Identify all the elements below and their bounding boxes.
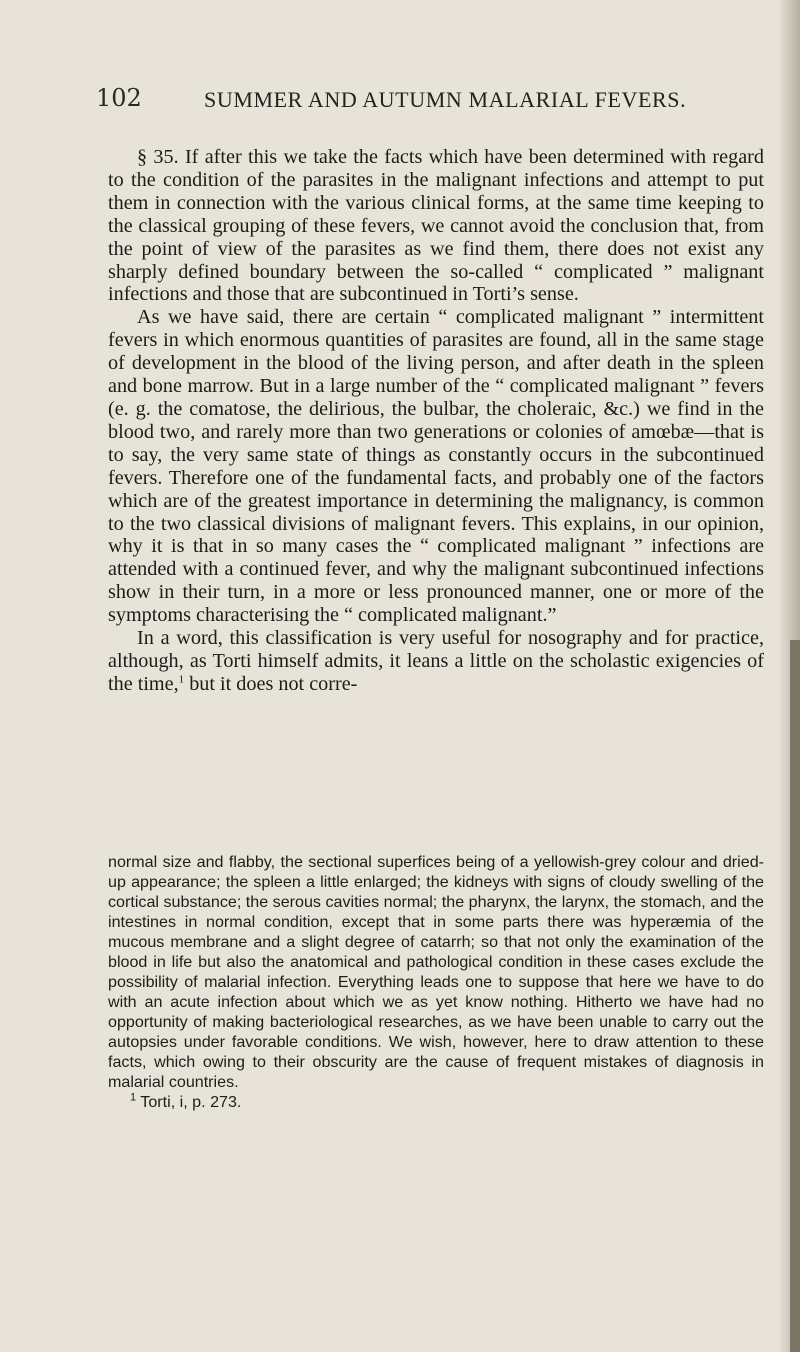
- running-title: SUMMER AND AUTUMN MALARIAL FEVERS.: [204, 87, 687, 112]
- page-number: 102: [96, 84, 142, 112]
- footnotes: [108, 852, 764, 1112]
- footnote-1-mark: 1: [130, 1091, 137, 1104]
- main-text: [108, 146, 764, 696]
- footnote-1: [108, 1092, 764, 1112]
- footnote-1-text: Torti, i, p. 273.: [136, 1093, 242, 1111]
- paragraph-complicated-malignant: As we have said, there are certain “ complicated malignant ” intermittent fevers in which enormous quantities of parasites are found, all in the same stage of development in the blood of the living person, and after death in the spleen and bone marrow. But in a large number of the “ complicated malignant ” fevers (e. g. the comatose, the delirious, the bulbar, the choleraic, &c.) we find in the blood two, and rarely more than two generations or colonies of amœbæ—that is to say, the very same state of things as constantly occurs in the subcontinued fevers. Therefore one of the fundamental facts, and probably one of the factors which are of the greatest importance in determining the malignancy, is common to the two classical divisions of malignant fevers. This explains, in our opinion, why it is that in so many cases the “ complicated malignant ” infections are attended with a continued fever, and why the malignant subcontinued infections show in their turn, in a more or less pronounced manner, one or more of the symptoms characterising the “ complicated malignant.”: [108, 306, 764, 627]
- paragraph-section-35: § 35. If after this we take the facts which have been determined with regard to the condition of the parasites in the malignant infections and attempt to put them in connection with the various clinical forms, at the same time keeping to the classical grouping of these fevers, we cannot avoid the conclusion that, from the point of view of the parasites as we find them, there does not exist any sharply defined boundary between the so-called “ complicated ” malignant infections and those that are subcontinued in Torti’s sense.: [108, 146, 764, 306]
- footnote-marker: 1: [178, 673, 185, 686]
- paragraph-classification-end: but it does not corre-: [184, 672, 358, 695]
- page-edge-band: [790, 640, 800, 1352]
- paragraph-classification: [108, 627, 764, 696]
- paragraph-classification-text: In a word, this classification is very useful for nosography and for practice, although, as Torti himself admits, it leans a little on the scholastic exigencies of the time,: [108, 627, 764, 695]
- footnote-continuation: normal size and flabby, the sectional superfices being of a yellowish-grey colour and dried-up appearance; the spleen a little enlarged; the kidneys with signs of cloudy swelling of the cortical substance; the serous cavities normal; the pharynx, the larynx, the stomach, and the intestines in normal condition, except that in some parts there was hyperæmia of the mucous membrane and a slight degree of catarrh; so that not only the examination of the blood in life but also the anatomical and pathological condition in these cases exclude the possibility of malarial infection. Everything leads one to suppose that here we have to do with an acute infection about which we as yet know nothing. Hitherto we have had no opportunity of making bacteriological researches, as we have been unable to carry out the autopsies under favorable conditions. We wish, however, here to draw attention to these facts, which owing to their obscurity are the cause of frequent mistakes of diagnosis in malarial countries.: [108, 853, 764, 1091]
- page-header: [96, 84, 776, 124]
